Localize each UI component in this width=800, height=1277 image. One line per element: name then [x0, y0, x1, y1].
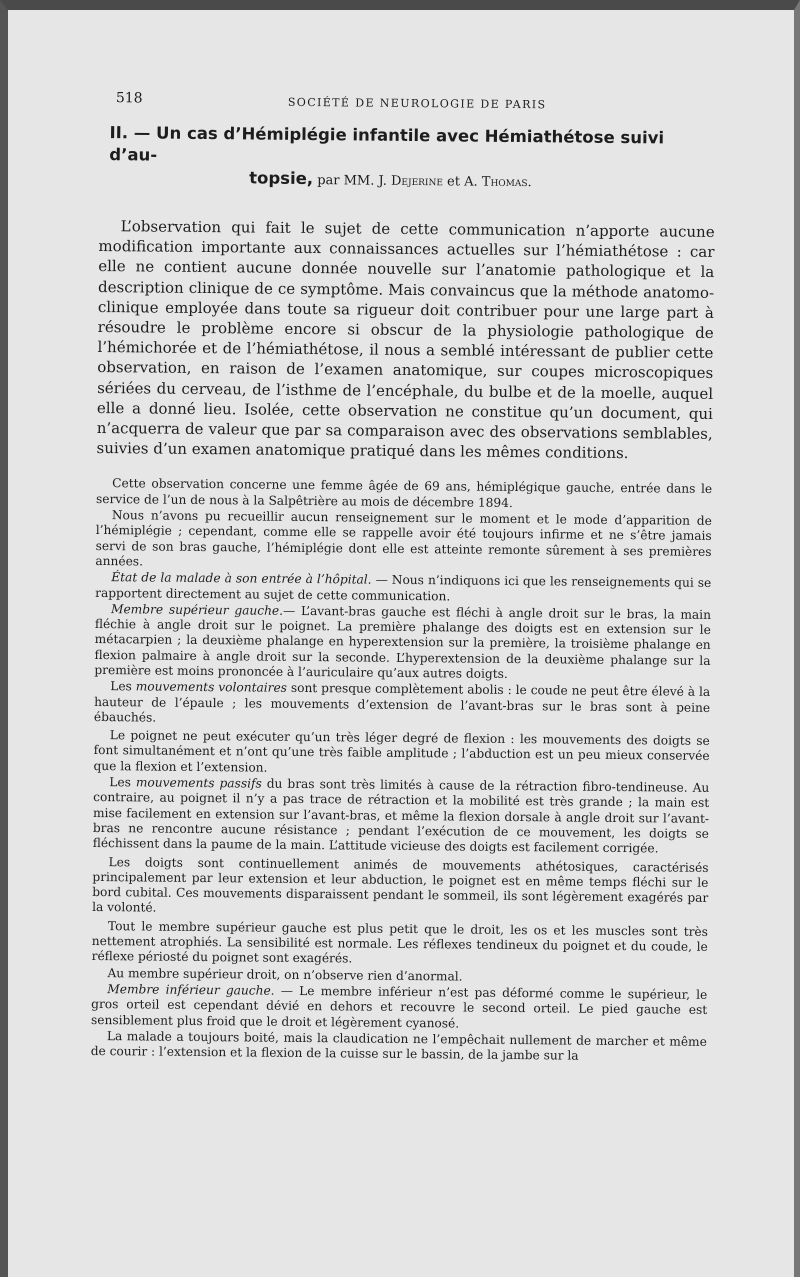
section-label-membre-superieur: Membre supérieur gauche.	[110, 601, 284, 618]
author-dejerine: Dejerine	[390, 173, 444, 190]
term-mouvements-passifs: mouvements passifs	[135, 775, 262, 791]
author-thomas: Thomas	[481, 174, 528, 191]
case-paragraph-8: Les doigts sont continuellement animés de mouvements athétosiques, caractérisés principalement par leur extension et leur abduction, le poignet est en même temps fléchi sur le bord cubital. Ces mouvements disparaissent pendant le sommeil, ils sont légèrement exagérés par la volonté.	[92, 854, 709, 916]
case-paragraph-2: Nous n’avons pu recueillir aucun renseignement sur le moment et le mode d’apparition de l’hémiplégie ; cependant, comme elle se rappelle avoir été toujours infirme et ne s’être jamais servi de son bras gauche, l’hémiplégie dont elle est atteinte remonte sûrement à ses premières années.	[95, 508, 712, 569]
case-paragraph-7	[93, 775, 710, 857]
journal-title: SOCIÉTÉ DE NEUROLOGIE DE PARIS	[287, 95, 547, 112]
case-report	[91, 476, 713, 1065]
title-line-2-text: topsie,	[249, 168, 314, 189]
case-paragraph-4	[94, 602, 711, 684]
case-paragraph-10: Au membre supérieur droit, on n’observe rien d’anormal.	[107, 965, 463, 984]
title-line-1: II. — Un cas d’Hémiplégie infantile avec Hémiathétose suivi d’au-	[109, 123, 665, 165]
section-label-etat: État de la malade à son entrée à l’hôpital.	[111, 570, 372, 587]
title-line-2	[109, 166, 715, 196]
case-paragraph-1: Cette observation concerne une femme âgée de 69 ans, hémiplégique gauche, entrée dans le service de l’un de nous à la Salpêtrière au mois de décembre 1894.	[95, 476, 713, 510]
case-paragraph-12: La malade a toujours boité, mais la claudication ne l’empêchait nullement de marcher et même de courir : l’extension et la flexion de la cuisse sur le bassin, de la jambe sur la	[90, 1028, 707, 1063]
case-paragraph-9: Tout le membre supérieur gauche est plus petit que le droit, les os et les muscles sont très nettement atrophiés. La sensibilité est normale. Les réflexes tendineux du poignet et du coude, le réflexe périosté du poignet sont exagérés.	[91, 918, 708, 966]
case-paragraph-5	[94, 679, 710, 731]
document-page	[91, 88, 716, 1066]
running-header	[100, 88, 716, 124]
case-paragraph-6: Le poignet ne peut exécuter qu’un très léger degré de flexion : les mouvements des doigts se font simultanément et n’ont qu’une très faible amplitude ; l’abduction est un peu mieux conservée que la flexion et l’extension.	[93, 728, 710, 775]
article-authors	[313, 173, 532, 190]
intro-paragraph: L’observation qui fait le sujet de cette communication n’apporte aucune modification importante aux connaissances actuelles sur l’hémiathétose : car elle ne contient aucune donnée nouvelle sur l’anatomie pathologique et la description clinique de ce symptôme. Mais convaincus que la méthode anatomo-clinique employée dans toute sa rigueur doit contribuer pour une large part à résoudre le problème encore si obscur de la physiologie pathologique de l’hémichorée et de l’hémiathétose, il nous a semblé intéressant de publier cette observation, en raison de l’examen anatomique, sur coupes microscopiques sériées du cerveau, de l’isthme de l’encéphale, du bulbe et de la moelle, auquel elle a donné lieu. Isolée, cette observation ne constitue qu’un document, qui n’acquerra de valeur que par sa comparaison avec des observations semblables, suivies d’un examen anatomique pratiqué dans les mêmes conditions.	[96, 217, 715, 463]
case-paragraph-7-text: du bras sont très limités à cause de la rétraction fibro-tendineuse. Au contraire, au poignet il n’y a pas trace de rétraction et la mobilité est très grande ; la main est mise facilement en extension sur l’avant-bras, et même la flexion dorsale à angle droit sur l’avant-bras ne rencontre aucune résistance ; pendant l’exécution de ce mouvement, les doigts se fléchissent dans la paume de la main. L’attitude vicieuse des doigts est facilement corrigée.	[92, 776, 710, 856]
case-paragraph-5-pre: Les	[110, 679, 136, 694]
authors-join: et A.	[442, 174, 482, 190]
case-paragraph-4-text: — L’avant-bras gauche est fléchi à angle droit sur le bras, la main fléchie à angle droit sur le poignet. La première phalange des doigts est en extension sur le métacarpien ; la deuxième phalange en hyperextension sur la première, la troisième phalange en flexion palmaire à angle droit sur la seconde. L’hyperextension de la deuxième phalange sur la première est moins prononcée à l’auriculaire qu’aux autres doigts.	[94, 603, 712, 681]
case-paragraph-5-text: sont presque complètement abolis : le coude ne peut être élevé à la hauteur de l’épaule ; les mouvements d’extension de l’avant-bras sur le bras sont à peine ébauchés.	[93, 681, 711, 725]
case-paragraph-7-pre: Les	[109, 775, 136, 790]
authors-end: .	[527, 175, 532, 191]
case-paragraph-3	[95, 570, 711, 607]
case-paragraph-11	[91, 982, 707, 1034]
section-label-membre-inferieur: Membre inférieur gauche.	[107, 982, 275, 998]
authors-prefix: par MM. J.	[313, 173, 392, 189]
page-number: 518	[115, 90, 143, 107]
case-paragraph-11-text: — Le membre inférieur n’est pas déformé comme le supérieur, le gros orteil est cependant dévié en dehors et recouvre le second orteil. Le pied gauche est sensiblement plus froid que le droit et légèrement cyanosé.	[90, 983, 708, 1031]
case-paragraph-3-text: — Nous n’indiquons ici que les renseignements qui se rapportent directement au sujet de cette communication.	[95, 572, 712, 603]
term-mouvements-volontaires: mouvements volontaires	[135, 679, 288, 696]
article-title	[109, 122, 716, 196]
